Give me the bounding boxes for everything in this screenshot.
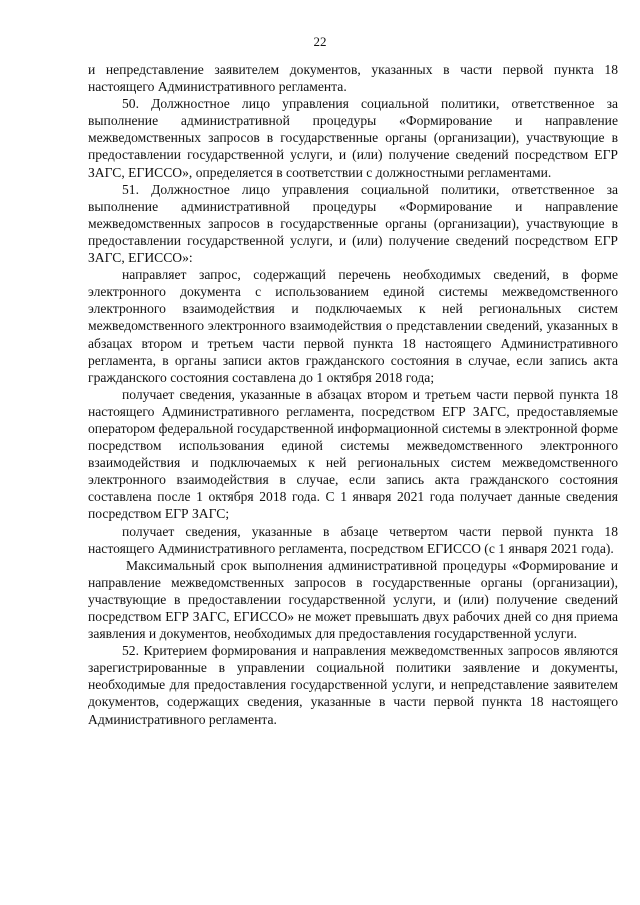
paragraph-51: 51. Должностное лицо управления социальной политики, ответственное за выполнение административной процедуры «Формирование и направление межведомственных запросов в государственные органы (организации), участвующие в предоставлении государственной услуги, и (или) получение сведений посредством ЕГР ЗАГС, ЕГИССО»:: [88, 181, 618, 266]
paragraph-51-egr-zags: получает сведения, указанные в абзацах втором и третьем части первой пункта 18 настоящего Административного регламента, посредством ЕГР ЗАГС, предоставляемые оператором федеральной государственной информационной системы в электронной форме посредством использования единой системы межведомственного электронного взаимодействия и подключаемых к ней региональных систем межведомственного электронного взаимодействия в случае, если запись акта гражданского состояния составлена после 1 октября 2018 года. С 1 января 2021 года получает данные сведения посредством ЕГР ЗАГС;: [88, 386, 618, 522]
paragraph-max-term: Максимальный срок выполнения административной процедуры «Формирование и направление межведомственных запросов в государственные органы (организации), участвующие в предоставлении государственной услуги, и (или) получение сведений посредством ЕГР ЗАГС, ЕГИССО» не может превышать двух рабочих дней со дня приема заявления и документов, необходимых для предоставления государственной услуги.: [88, 557, 618, 642]
paragraph-continuation: и непредставление заявителем документов, указанных в части первой пункта 18 настоящего Административного регламента.: [88, 62, 618, 95]
page-number: 22: [313, 34, 327, 49]
document-body: [88, 61, 618, 728]
paragraph-51-egisso: получает сведения, указанные в абзаце четвертом части первой пункта 18 настоящего Административного регламента, посредством ЕГИССО (с 1 января 2021 года).: [88, 523, 618, 556]
paragraph-50: 50. Должностное лицо управления социальной политики, ответственное за выполнение административной процедуры «Формирование и направление межведомственных запросов в государственные органы (организации), участвующие в предоставлении государственной услуги, и (или) получение сведений посредством ЕГР ЗАГС, ЕГИССО», определяется в соответствии с должностными регламентами.: [88, 96, 618, 180]
paragraph-51-request: направляет запрос, содержащий перечень необходимых сведений, в форме электронного документа с использованием единой системы межведомственного электронного взаимодействия и подключаемых к ней региональных систем межведомственного электронного взаимодействия о представлении сведений, указанных в абзацах втором и третьем части первой пункта 18 настоящего Административного регламента, в органы записи актов гражданского состояния в случае, если запись акта гражданского состояния составлена до 1 октября 2018 года;: [88, 267, 618, 385]
paragraph-52: 52. Критерием формирования и направления межведомственных запросов являются зарегистрированные в управлении социальной политики заявление и документы, необходимые для предоставления государственной услуги, и непредставление заявителем документов, содержащих сведения, указанные в части первой пункта 18 настоящего Административного регламента.: [88, 643, 618, 727]
